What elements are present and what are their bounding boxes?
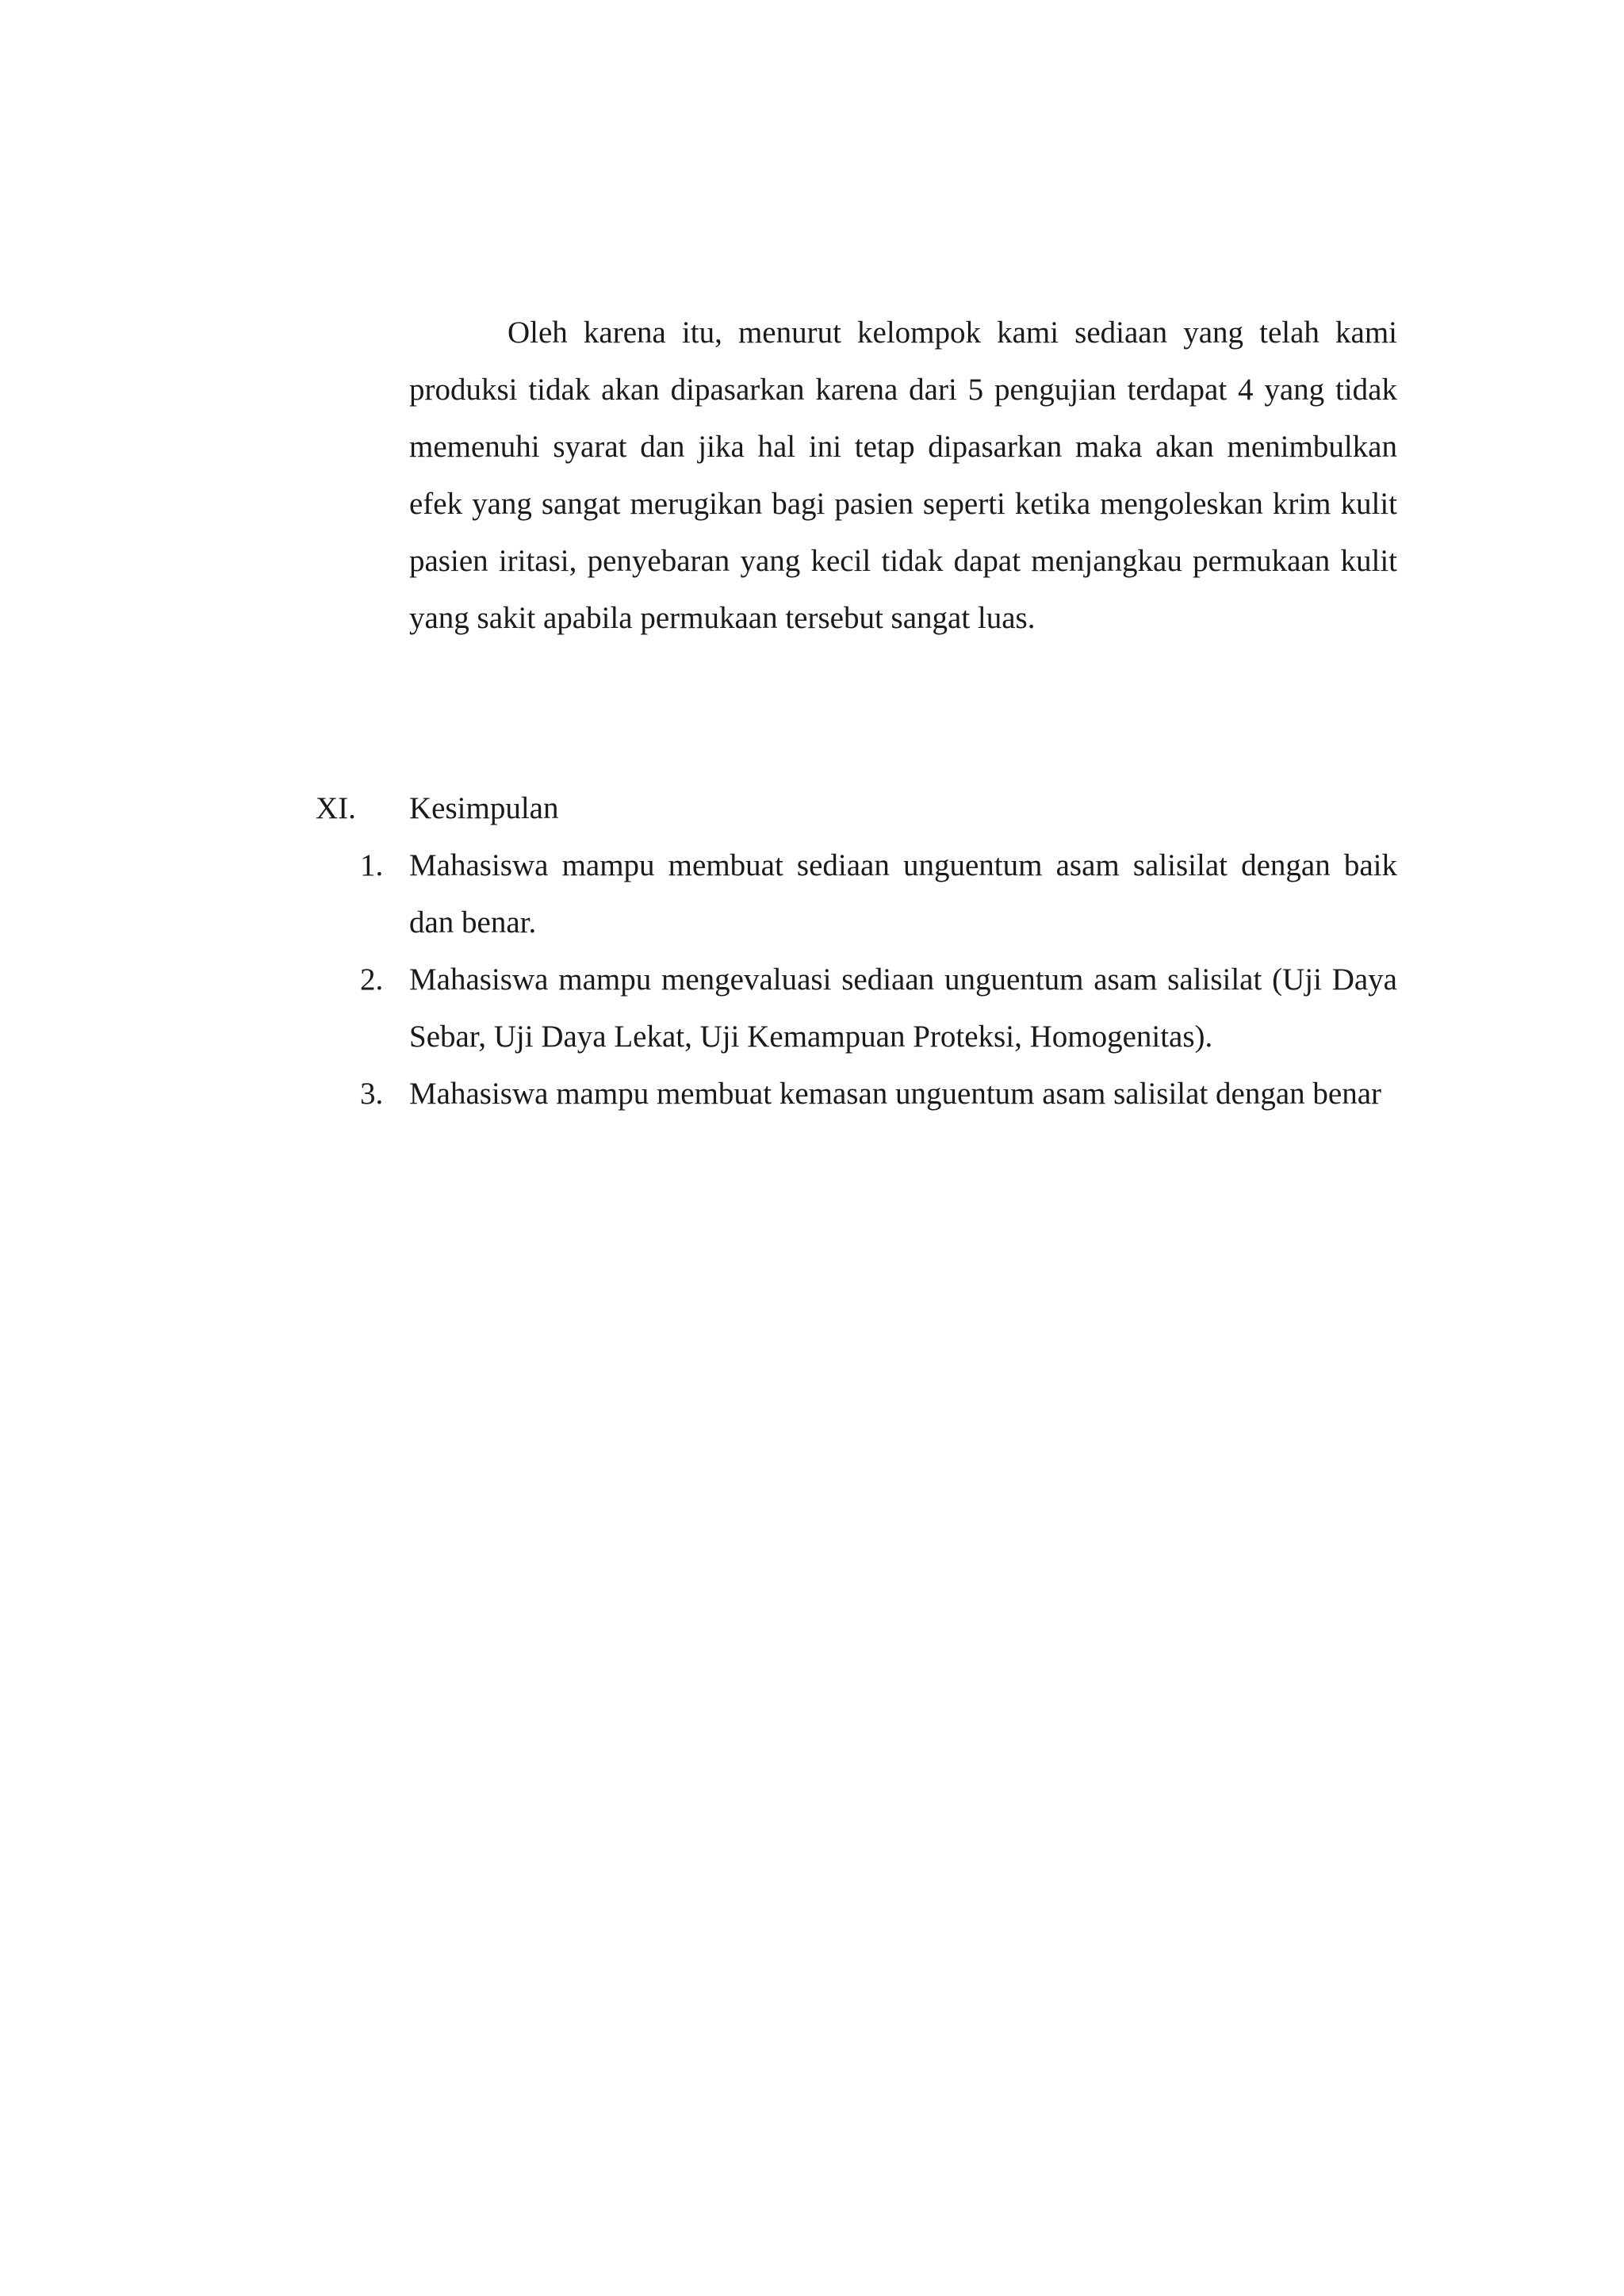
body-paragraph: Oleh karena itu, menurut kelompok kami sediaan yang telah kami produksi tidak akan dipasarkan karena dari 5 pengujian terdapat 4 yang tidak memenuhi syarat dan jika hal ini tetap dipasarkan maka akan menimbulkan efek yang sangat merugikan bagi pasien seperti ketika mengoleskan krim kulit pasien iritasi, penyebaran yang kecil tidak dapat menjangkau permukaan kulit yang sakit apabila permukaan tersebut sangat luas. [409, 316, 1397, 635]
list-item-text: Mahasiswa mampu mengevaluasi sediaan unguentum asam salisilat (Uji Daya Sebar, Uji Daya Lekat, Uji Kemampuan Proteksi, Homogenitas). [409, 962, 1397, 1054]
list-item [349, 1066, 1397, 1123]
list-marker: 1. [360, 848, 384, 882]
list-item [349, 951, 1397, 1066]
section-title: Kesimpulan [409, 791, 559, 825]
list-item-text: Mahasiswa mampu membuat kemasan unguentum asam salisilat dengan benar [409, 1077, 1382, 1111]
list-item-text: Mahasiswa mampu membuat sediaan unguentum asam salisilat dengan baik dan benar. [409, 848, 1397, 939]
list-marker: 2. [360, 962, 384, 997]
section-heading [316, 780, 1397, 837]
list-item [349, 837, 1397, 951]
section-number: XI. [316, 791, 356, 825]
list-marker: 3. [360, 1077, 384, 1111]
conclusion-list [349, 837, 1397, 1123]
